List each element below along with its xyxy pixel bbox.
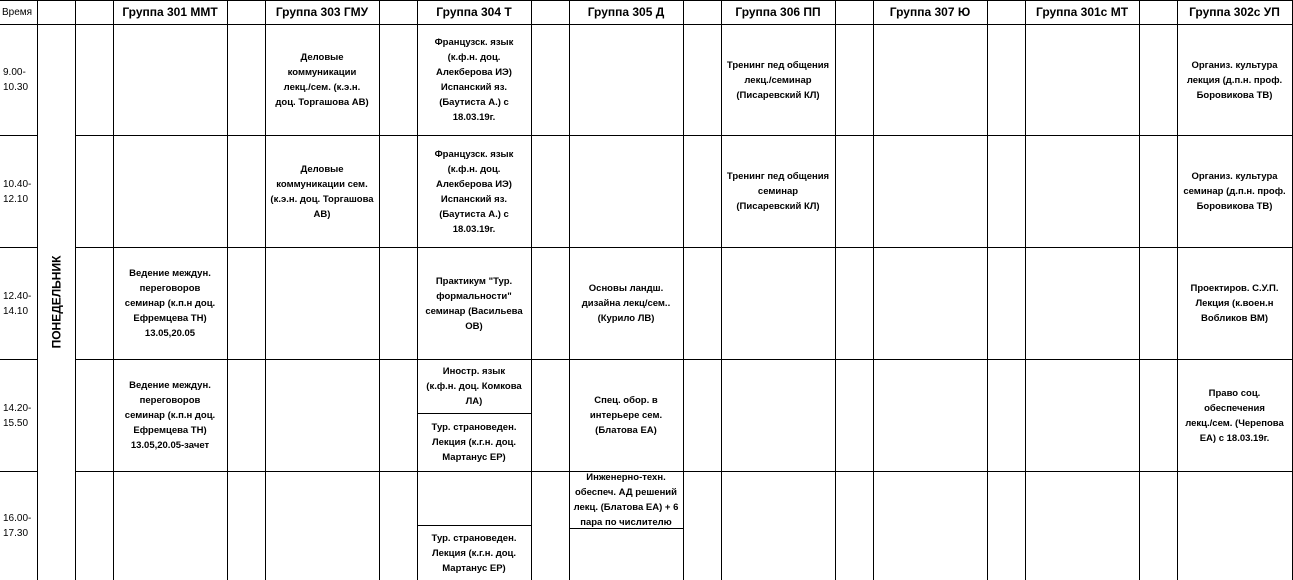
grid-line [1139, 0, 1140, 580]
time-slot: 12.40- 14.10 [3, 290, 32, 317]
grid-line [75, 135, 1293, 136]
time-slot: 9.00- 10.30 [3, 67, 29, 93]
class-cell: Тренинг пед общения семинар (Писаревский КЛ) [726, 171, 830, 212]
class-cell: Организ. культура лекция (д.п.н. проф. Боровикова ТВ) [1186, 59, 1283, 101]
grid-line [683, 0, 684, 580]
class-cell: Проектиров. С.У.П. Лекция (к.воен.н Вобликов ВМ) [1190, 283, 1279, 324]
group-header: Группа 302с УП [1189, 5, 1280, 19]
class-cell: Французск. язык (к.ф.н. доц. Алекберова ИЭ) Испанский яз. (Баутиста А.) с 18.03.19г. [434, 37, 514, 123]
group-header: Группа 303 ГМУ [275, 5, 369, 19]
grid-line [1025, 0, 1026, 580]
class-cell: Тур. страноведен. Лекция (к.г.н. доц. Мартанус ЕР) [431, 532, 517, 574]
grid-line [873, 0, 874, 580]
group-header: Группа 305 Д [587, 5, 665, 19]
time-column-header: Время [2, 6, 33, 18]
day-label [38, 24, 75, 580]
day-label-text: ПОНЕДЕЛЬНИК [49, 255, 64, 349]
grid-line [227, 0, 228, 580]
class-cell: Ведение междун. переговоров семинар (к.п.н доц. Ефремцева ТН) 13.05,20.05 [124, 268, 216, 339]
time-slot: 10.40- 12.10 [3, 178, 32, 205]
grid-line [0, 24, 1293, 25]
time-slot: 14.20- 15.50 [3, 402, 32, 429]
class-cell: Деловые коммуникации сем. (к.э.н. доц. Торгашова АВ) [270, 163, 374, 220]
class-cell: Спец. обор. в интерьере сем. (Блатова ЕА) [589, 395, 663, 436]
class-cell: Основы ландш. дизайна лекц/сем.. (Курило ЛВ) [581, 283, 671, 324]
class-cell: Иностр. язык (к.ф.н. доц. Комкова ЛА) [426, 366, 522, 407]
group-header: Группа 307 Ю [889, 5, 971, 19]
class-cell: Организ. культура семинар (д.п.н. проф. Боровикова ТВ) [1183, 171, 1286, 212]
grid-line [379, 0, 380, 580]
grid-line [75, 0, 76, 580]
group-header: Группа 301 ММТ [122, 5, 218, 19]
class-cell: Инженерно-техн. обеспеч. АД решений лекц. (Блатова ЕА) + 6 пара по числителю [573, 472, 679, 528]
grid-line [531, 0, 532, 580]
grid-line [75, 471, 1293, 472]
grid-line [75, 247, 1293, 248]
group-header: Группа 306 ПП [735, 5, 821, 19]
class-cell: Право соц. обеспечения лекц./сем. (Черепова ЕА) с 18.03.19г. [1185, 387, 1284, 444]
class-cell: Практикум "Тур. формальности" семинар (Васильева ОВ) [425, 275, 523, 332]
class-cell: Деловые коммуникации лекц./сем. (к.э.н. доц. Торгашова АВ) [275, 52, 369, 108]
grid-line [835, 0, 836, 580]
class-cell: Французск. язык (к.ф.н. доц. Алекберова ИЭ) Испанский яз. (Баутиста А.) с 18.03.19г. [434, 148, 514, 235]
class-cell: Ведение междун. переговоров семинар (к.п.н доц. Ефремцева ТН) 13.05,20.05-зачет [124, 380, 216, 451]
grid-line [987, 0, 988, 580]
class-cell: Тур. страноведен. Лекция (к.г.н. доц. Мартанус ЕР) [431, 422, 517, 463]
time-slot: 16.00- 17.30 [3, 513, 32, 539]
class-cell: Тренинг пед общения лекц./семинар (Писаревский КЛ) [726, 59, 830, 101]
group-header: Группа 304 Т [436, 5, 512, 19]
grid-line [75, 359, 1293, 360]
group-header: Группа 301с МТ [1035, 5, 1129, 19]
